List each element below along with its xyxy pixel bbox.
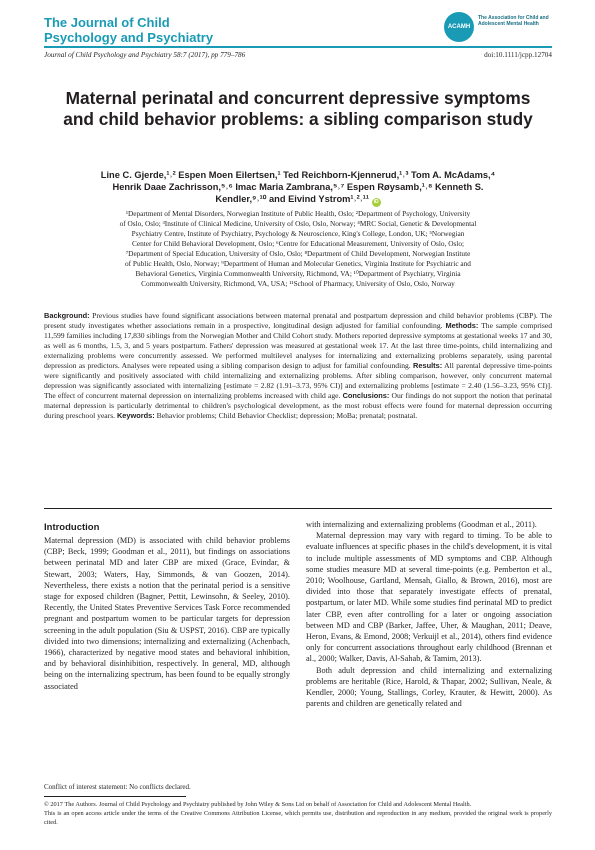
- right-column: [306, 519, 552, 709]
- acamh-logo: [444, 12, 556, 48]
- abstract-results-label: Results:: [413, 361, 443, 371]
- author-list: [44, 169, 552, 207]
- abstract-methods-label: Methods:: [445, 321, 479, 331]
- authors-line-3: [44, 193, 552, 207]
- header-rule: [44, 46, 552, 48]
- acamh-logo-text: The Association for Child and Adolescent Mental Health: [478, 15, 549, 27]
- abstract-background: Previous studies have found significant associations between maternal prenatal and postpartum depression and child behavior problems (CBP). The present study investigates whether associations remain in a prospective, longitudinal design adjusted for familial confounding.: [44, 311, 552, 331]
- journal-citation: Journal of Child Psychology and Psychiatry 58:7 (2017), pp 779–786: [44, 51, 246, 59]
- body-paragraph: Both adult depression and child internalizing and externalizing problems are heritable (Rice, Harold, & Thapar, 2002; Sullivan, Neale, & Kendler, 2000; Young, Stallings, Corley, Krauter, & Hewitt, 2000). As parents and children are genetically related and: [306, 665, 552, 709]
- affiliation-line: ¹Department of Mental Disorders, Norwegian Institute of Public Health, Oslo; ²Department of Psychology, University: [125, 209, 471, 218]
- copyright-notice: [44, 800, 552, 827]
- journal-title-line1: The Journal of Child: [44, 15, 170, 30]
- affiliation-line: of Oslo, Oslo; ³Institute of Clinical Medicine, University of Oslo, Oslo, Norway; ⁴MRC Social, Genetic & Developmental: [119, 219, 477, 228]
- body-paragraph: with internalizing and externalizing problems (Goodman et al., 2011).: [306, 520, 537, 529]
- section-heading-introduction: Introduction: [44, 522, 100, 533]
- journal-title: [44, 15, 294, 45]
- license-line: This is an open access article under the terms of the Creative Commons Attribution License, which permits use, distribution and reproduction in any medium, provided the original work is properly cited.: [44, 810, 552, 826]
- abstract-conclusions: Our findings do not support the notion that perinatal maternal depression is particularly detrimental to children's psychological development, as the most robust effects were found for maternal depression occurring during preschool years.: [44, 391, 553, 421]
- authors-line-1: Line C. Gjerde,¹˒² Espen Moen Eilertsen,¹ Ted Reichborn-Kjennerud,¹˒³ Tom A. McAdams,⁴: [100, 170, 496, 180]
- affiliation-line: Psychiatry Centre, Institute of Psychiatry, Psychology & Neuroscience, King's College, London, UK; ⁵Norwegian: [131, 229, 465, 238]
- abstract: [44, 311, 552, 422]
- body-paragraph: Maternal depression (MD) is associated with child behavior problems (CBP; Beck, 1999; Goodman et al., 2011), but findings on associations between perinatal MD and later CBP are mixed (Grace, Evindar, & Stewart, 2003; Waters, Hay, Simmonds, & van Goozen, 2014). Nevertheless, there exists a notion that the perinatal period is a sensitive stage for exposed children (Bagner, Pettit, Lewinsohn, & Seeley, 2010). Recently, the United States Preventive Services Task Force recommended pregnant and postpartum women to be particular targets for depression screening in the adult population (Siu & USPST, 2016). CBP are typically divided into two dimensions; internalizing and externalizing (Achenbach, 1966), characterized by negative mood states and behavioral inhibition, and by behavioral disinhibition, respectively. In general, MD, although being on the internalizing spectrum, has been found to be equally strongly associated: [44, 536, 290, 691]
- article-title: Maternal perinatal and concurrent depressive symptoms and child behavior problems: a sibling comparison study: [63, 88, 533, 129]
- abstract-background-label: Background:: [44, 311, 90, 320]
- abstract-keywords-label: Keywords:: [116, 411, 155, 421]
- orcid-icon[interactable]: iD: [373, 199, 379, 205]
- journal-title-line2: Psychology and Psychiatry: [44, 30, 214, 45]
- footnote-rule: [44, 796, 186, 797]
- abstract-methods: The sample comprised 11,599 families including 17,830 siblings from the Norwegian Mother and Child Cohort study. Mothers reported depressive symptoms at gestational weeks 17 and 30, as well as 6 months, 1.5, 3, and 5 years postpartum. Fathers' depression was measured at gestational week 17. At the last three time-points, child internalizing and externalizing problems were concurrently assessed. We performed multilevel analyses for internalizing and externalizing problems separately, using parental depression as predictors. Analyses were repeated using a sibling comparison design to adjust for familial confounding.: [44, 321, 552, 371]
- copyright-line: © 2017 The Authors. Journal of Child Psychology and Psychiatry published by John Wiley & Sons Ltd on behalf of Association for Child and Adolescent Mental Health.: [44, 801, 472, 808]
- authors-line-3-text: Kendler,⁹˒¹⁰ and Eivind Ystrom¹˒²˒¹¹: [215, 194, 370, 204]
- abstract-conclusions-label: Conclusions:: [342, 391, 390, 401]
- body-paragraph: Maternal depression may vary with regard to timing. To be able to evaluate influences at specific phases in the child's development, it is vital to include multiple assessments of MD symptoms and CBP. Although some studies measure MD at several time-points (e.g. Pemberton et al., 2010; Woolhouse, Gartland, Mensah, Giallo, & Brown, 2016), most are divided into those that separately investigate effects of prenatal, postpartum, or later MD. While some studies find perinatal MD to predict later CBP, even after controlling for a later or ongoing association between MD and CBP (Barker, Jaffee, Uher, & Maughan, 2011; Deave, Heron, Evans, & Emond, 2008; Verkuijl et al., 2014), others find evidence only for concurrent associations throughout early childhood (Brennan et al., 2000; Walker, Davis, Al-Sahab, & Tamim, 2013).: [306, 531, 552, 664]
- affiliation-line: of Public Health, Oslo, Norway; ⁹Department of Human and Molecular Genetics, Virginia Institute for Psychiatric and: [125, 259, 471, 268]
- conflict-of-interest: Conflict of interest statement: No conflicts declared.: [44, 783, 191, 791]
- doi-link[interactable]: doi:10.1111/jcpp.12704: [484, 51, 552, 59]
- left-column: [44, 522, 290, 692]
- authors-line-2: Henrik Daae Zachrisson,⁵˒⁶ Imac Maria Zambrana,⁵˒⁷ Espen Røysamb,¹˒⁸ Kenneth S.: [112, 182, 484, 192]
- abstract-keywords: Behavior problems; Child Behavior Checklist; depression; MoBa; prenatal; postnatal.: [154, 411, 418, 421]
- affiliation-line: ⁷Department of Special Education, University of Oslo, Oslo; ⁸Department of Child Development, Norwegian Institute: [125, 249, 471, 258]
- affiliation-line: Center for Child Behavioral Development, Oslo; ⁶Centre for Educational Measurement, University of Oslo, Oslo;: [131, 239, 465, 248]
- affiliation-line: Commonwealth University, Richmond, VA, USA; ¹¹School of Pharmacy, University of Oslo, Oslo, Norway: [141, 279, 455, 288]
- acamh-logo-mark: ACAMH: [444, 12, 474, 42]
- affiliation-line: Behavioral Genetics, Virginia Commonwealth University, Richmond, VA; ¹⁰Department of Psychiatry, Virginia: [135, 269, 461, 278]
- affiliations: [44, 209, 552, 289]
- abstract-divider: [44, 508, 552, 509]
- abstract-results: All parental depressive time-points were significantly and positively associated with child internalizing and externalizing problems. After sibling comparison, however, only concurrent maternal depression was significantly associated with internalizing [estimate = 2.82 (1.91–3.73, 95% CI)] and externalizing problems [estimate = 2.40 (1.56–3.23, 95% CI)]. The effect of concurrent maternal depression on internalizing problems increased with child age.: [44, 361, 552, 401]
